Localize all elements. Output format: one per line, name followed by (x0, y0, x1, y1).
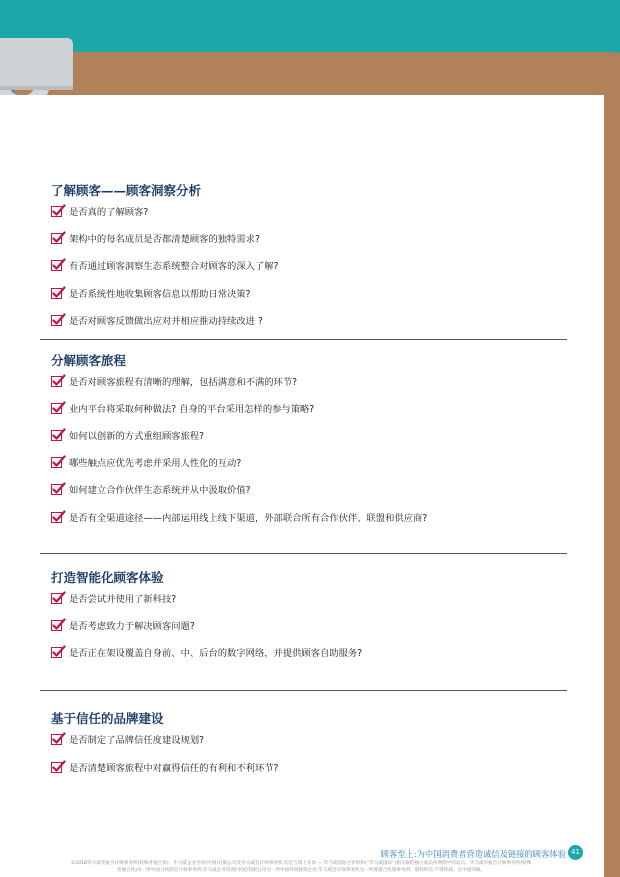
checklist-item-text: 是否系统性地收集顾客信息以帮助日常决策? (69, 289, 251, 300)
section-divider (40, 690, 567, 691)
checklist-item-text: 如何建立合作伙伴生态系统并从中汲取价值? (69, 485, 251, 496)
checklist-item (51, 590, 567, 608)
checkmark-icon (51, 401, 66, 415)
checklist-item (51, 731, 567, 749)
checkmark-icon (51, 231, 66, 245)
checklist-item (51, 481, 567, 499)
checkmark-icon (51, 286, 66, 300)
checklist-item (51, 312, 567, 330)
checklist-item (51, 617, 567, 635)
section-title: 基于信任的品牌建设 (51, 711, 164, 726)
checklist-item-text: 是否真的了解顾客? (69, 207, 149, 218)
checkmark-icon (51, 482, 66, 496)
section-divider (40, 339, 567, 340)
checkmark-icon (51, 591, 66, 605)
page-number-badge: 41 (568, 845, 583, 860)
section-title: 分解顾客旅程 (51, 353, 127, 368)
checklist-item-text: 如何以创新的方式重组顾客旅程? (69, 431, 205, 442)
footer-report-title: 顾客至上:为中国消费者营造诚信及链接的顾客体验 (380, 849, 566, 859)
checklist-item (51, 759, 567, 777)
checklist-item-text: 是否有全渠道途径——内部运用线上线下渠道，外部联合所有合作伙伴、联盟和供应商? (69, 513, 428, 524)
checkmark-icon (51, 732, 66, 746)
checkmark-icon (51, 204, 66, 218)
checklist-item (51, 203, 567, 221)
checkmark-icon (51, 510, 66, 524)
checklist-item-text: 是否对顾客反馈做出应对并相应推动持续改进 ? (69, 316, 263, 327)
clipboard-clip-icon (0, 38, 73, 90)
checklist-item-text: 是否尝试并使用了新科技? (69, 594, 177, 605)
checklist-item-text: 是否制定了品牌信任度建设规划? (69, 735, 205, 746)
checklist-item-text: 哪些触点应优先考虑并采用人性化的互动? (69, 458, 242, 469)
checklist-item (51, 285, 567, 303)
checklist-item-text: 架构中的每名成员是否都清楚顾客的独特需求? (69, 234, 260, 245)
checkmark-icon (51, 645, 66, 659)
footer-legal-text: ©2018毕马威华振会计师事务所(特殊普通合伙)、毕马威企业咨询(中国)有限公司及毕马威会计师事务所,均是与瑞士实体 — 毕马威国际合作组织(“毕马威国际”)相关联的独立成员所网络中的成员。毕马威华振会计师事务所(特殊 普通合伙)为一所中国合伙制会计师事务所;毕马威企业咨询(中国)有限公司为一所中国外商独资企业;毕马威会计师事务所为一所香港合伙制事务所。版权所有,不得转载。在中国印刷。 (70, 861, 532, 873)
checkmark-icon (51, 760, 66, 774)
checkmark-icon (51, 455, 66, 469)
checklist-item-text: 有否通过顾客洞察生态系统整合对顾客的深入了解? (69, 261, 279, 272)
checklist-item-text: 是否正在架设覆盖自身前、中、后台的数字网络，并提供顾客自助服务? (69, 648, 363, 659)
checklist-item (51, 427, 567, 445)
checklist-item-text: 是否对顾客旅程有清晰的理解，包括满意和不满的环节? (69, 377, 298, 388)
checklist-item (51, 454, 567, 472)
checklist-item-text: 是否清楚顾客旅程中对赢得信任的有利和不利环节? (69, 763, 279, 774)
checkmark-icon (51, 374, 66, 388)
checkmark-icon (51, 428, 66, 442)
checklist-item (51, 373, 567, 391)
checkmark-icon (51, 258, 66, 272)
checkmark-icon (51, 618, 66, 632)
checkmark-icon (51, 313, 66, 327)
checklist-item (51, 509, 567, 527)
section-divider (40, 553, 567, 554)
section-title: 了解顾客——顾客洞察分析 (51, 183, 202, 198)
checklist-item (51, 400, 567, 418)
checklist-item-text: 是否考虑致力于解决顾客问题? (69, 621, 195, 632)
checklist-item (51, 644, 567, 662)
checklist-item-text: 业内平台将采取何种做法? 自身的平台采用怎样的参与策略? (69, 404, 315, 415)
checklist-item (51, 257, 567, 275)
section-title: 打造智能化顾客体验 (51, 570, 164, 585)
checklist-item (51, 230, 567, 248)
